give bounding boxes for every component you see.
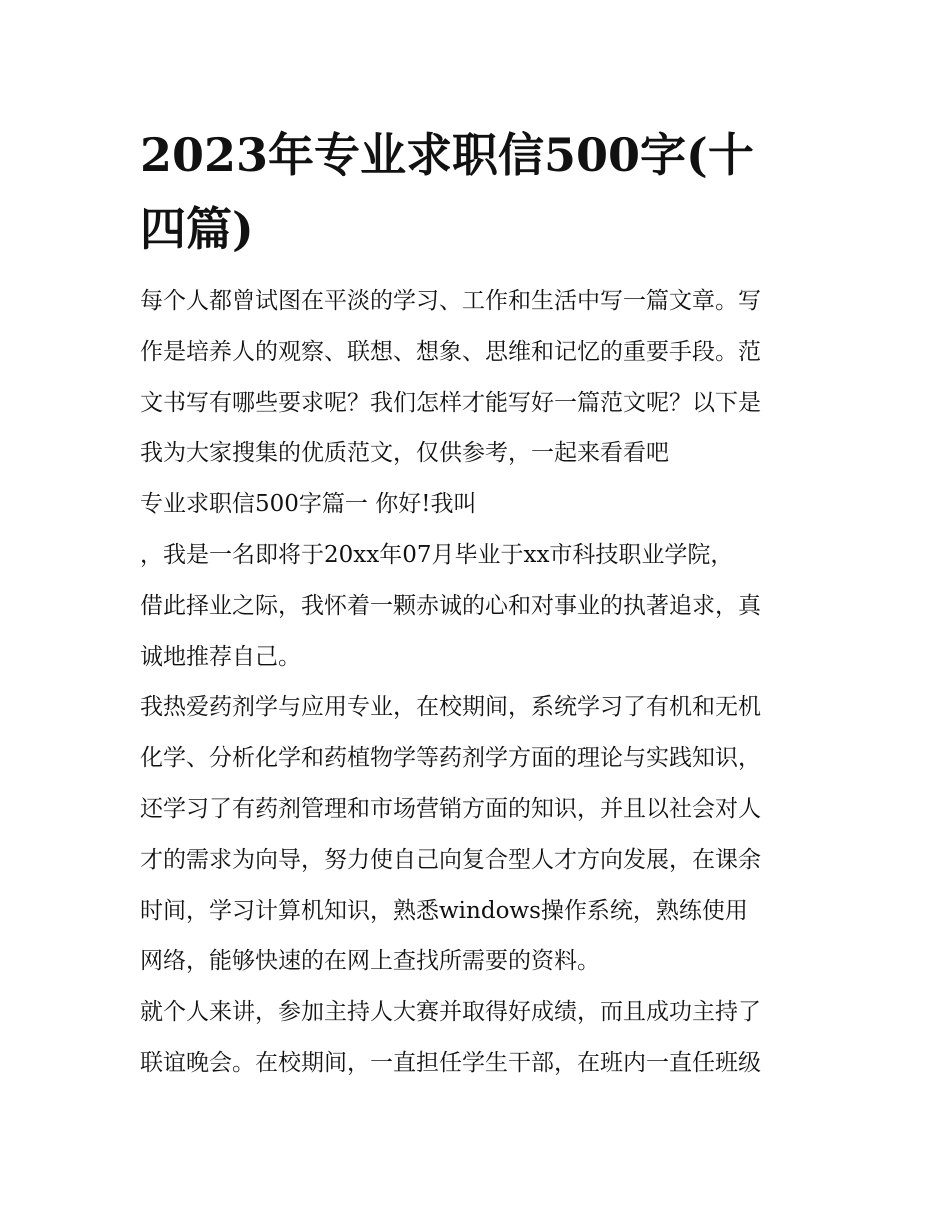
body-line: 网络，能够快速的在网上查找所需要的资料。 [140, 948, 600, 975]
body-line: 联谊晚会。在校期间，一直担任学生干部，在班内一直任班级 [140, 1049, 761, 1076]
body-line: 作是培养人的观察、联想、想象、思维和记忆的重要手段。范 [140, 338, 761, 365]
body-line: 就个人来讲，参加主持人大赛并取得好成绩，而且成功主持了 [140, 999, 761, 1026]
body-line: 文书写有哪些要求呢？我们怎样才能写好一篇范文呢？以下是 [140, 389, 761, 416]
body-line: 还学习了有药剂管理和市场营销方面的知识，并且以社会对人 [140, 795, 761, 822]
body-line: 时间，学习计算机知识，熟悉windows操作系统，熟练使用 [140, 897, 748, 924]
body-line: 诚地推荐自己。 [140, 643, 301, 670]
body-line: 才的需求为向导，努力使自己向复合型人才方向发展，在课余 [140, 846, 761, 873]
body-line: ，我是一名即将于20xx年07月毕业于xx市科技职业学院， [140, 541, 734, 568]
body-line: 我为大家搜集的优质范文，仅供参考，一起来看看吧 [140, 440, 669, 467]
document-title [140, 118, 820, 266]
body-line: 我热爱药剂学与应用专业，在校期间，系统学习了有机和无机 [140, 694, 761, 721]
body-line: 借此择业之际，我怀着一颗赤诚的心和对事业的执著追求，真 [140, 592, 761, 619]
title-line: 四篇) [140, 202, 254, 256]
body-line: 化学、分析化学和药植物学等药剂学方面的理论与实践知识， [140, 745, 761, 772]
title-line: 2023年专业求职信500字(十 [140, 128, 754, 182]
document-body [140, 276, 820, 1089]
body-line: 专业求职信500字篇一 你好!我叫 [140, 491, 477, 518]
body-line: 每个人都曾试图在平淡的学习、工作和生活中写一篇文章。写 [140, 288, 761, 314]
